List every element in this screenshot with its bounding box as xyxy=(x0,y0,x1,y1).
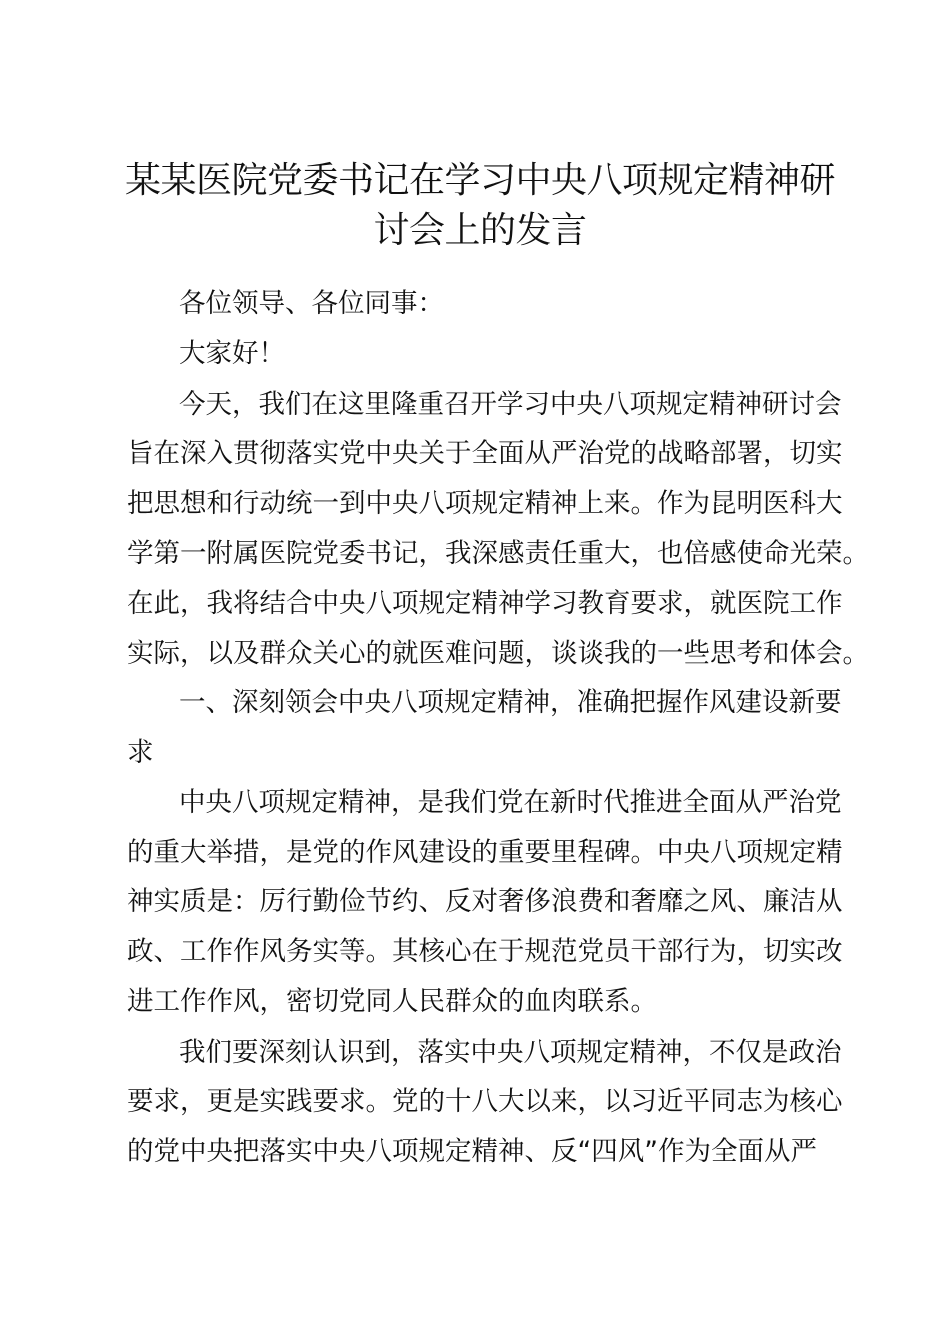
title-line-2: 讨会上的发言 xyxy=(373,210,587,251)
paragraph-1-line: 把思想和行动统一到中央八项规定精神上来。作为昆明医科大 xyxy=(127,488,843,519)
paragraph-1-line: 今天，我们在这里隆重召开学习中央八项规定精神研讨会 xyxy=(179,389,842,420)
document-title xyxy=(110,156,850,256)
paragraph-1-line: 学第一附属医院党委书记，我深感责任重大，也倍感使命光荣。 xyxy=(127,538,869,569)
paragraph-2-line: 神实质是：厉行勤俭节约、反对奢侈浪费和奢靡之风、廉洁从 xyxy=(127,886,843,917)
paragraph-3-line: 要求，更是实践要求。党的十八大以来，以习近平同志为核心 xyxy=(127,1086,843,1117)
paragraph-3-line: 我们要深刻认识到，落实中央八项规定精神，不仅是政治 xyxy=(179,1037,842,1068)
section-heading-1: 一、深刻领会中央八项规定精神，准确把握作风建设新要 xyxy=(179,687,842,718)
paragraph-2-line: 政、工作作风务实等。其核心在于规范党员干部行为，切实改 xyxy=(127,936,843,967)
paragraph-1-line: 旨在深入贯彻落实党中央关于全面从严治党的战略部署，切实 xyxy=(127,438,843,469)
paragraph-3-line: 的党中央把落实中央八项规定精神、反“四风”作为全面从严 xyxy=(127,1136,817,1167)
section-heading-1-cont: 求 xyxy=(127,737,154,768)
title-line-1: 某某医院党委书记在学习中央八项规定精神研 xyxy=(124,160,835,201)
paragraph-1-line: 实际，以及群众关心的就医难问题，谈谈我的一些思考和体会。 xyxy=(127,638,869,669)
salutation: 各位领导、各位同事： xyxy=(179,288,444,319)
paragraph-2-line: 中央八项规定精神，是我们党在新时代推进全面从严治党 xyxy=(179,787,842,818)
paragraph-1-line: 在此，我将结合中央八项规定精神学习教育要求，就医院工作 xyxy=(127,588,843,619)
paragraph-2-line: 进工作作风，密切党同人民群众的血肉联系。 xyxy=(127,986,657,1017)
greeting: 大家好！ xyxy=(179,338,285,369)
paragraph-2-line: 的重大举措，是党的作风建设的重要里程碑。中央八项规定精 xyxy=(127,837,843,868)
